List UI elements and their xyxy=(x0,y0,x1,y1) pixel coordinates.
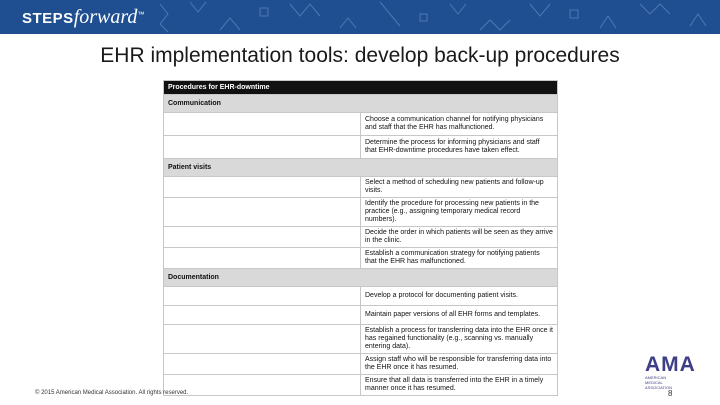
item-text: Decide the order in which patients will be seen as they arrive in the clinic. xyxy=(361,227,558,248)
logo-trademark: ™ xyxy=(137,11,145,19)
table-row xyxy=(164,354,558,375)
logo-forward-text: forward xyxy=(73,6,138,28)
section-title: Communication xyxy=(164,95,558,113)
item-text: Establish a process for transferring data into the EHR once it has regained functionality (e.g., scanning vs. manually entering data). xyxy=(361,325,558,354)
item-text: Ensure that all data is transferred into the EHR in a timely manner once it has resumed. xyxy=(361,375,558,396)
item-text: Establish a communication strategy for notifying patients that the EHR has malfunctioned. xyxy=(361,248,558,269)
table-row xyxy=(164,113,558,136)
ama-logo-line1: AMERICAN xyxy=(645,375,667,380)
ama-logo xyxy=(645,355,696,390)
header-banner xyxy=(0,0,720,34)
table-row xyxy=(164,136,558,159)
item-text: Identify the procedure for processing new patients in the practice (e.g., assigning temporary medical record numbers). xyxy=(361,198,558,227)
item-text: Assign staff who will be responsible for transferring data into the EHR once it has resumed. xyxy=(361,354,558,375)
checkbox-cell xyxy=(164,198,361,227)
table-row xyxy=(164,248,558,269)
section-title: Patient visits xyxy=(164,159,558,177)
item-text: Select a method of scheduling new patients and follow-up visits. xyxy=(361,177,558,198)
slide-title: EHR implementation tools: develop back-up procedures xyxy=(100,44,620,67)
ama-logo-letters: AMA xyxy=(645,353,696,376)
item-text: Maintain paper versions of all EHR forms and templates. xyxy=(361,306,558,325)
item-text: Determine the process for informing physicians and staff that EHR-downtime procedures have taken effect. xyxy=(361,136,558,159)
logo-steps-text: STEPS xyxy=(22,10,74,27)
checkbox-cell xyxy=(164,113,361,136)
section-row xyxy=(164,159,558,177)
checkbox-cell xyxy=(164,177,361,198)
table-row xyxy=(164,306,558,325)
table-row xyxy=(164,177,558,198)
checkbox-cell xyxy=(164,375,361,396)
table-header-cell: Procedures for EHR-downtime xyxy=(164,81,558,95)
table-row xyxy=(164,287,558,306)
checkbox-cell xyxy=(164,136,361,159)
checkbox-cell xyxy=(164,287,361,306)
table-row xyxy=(164,375,558,396)
item-text: Develop a protocol for documenting patient visits. xyxy=(361,287,558,306)
checkbox-cell xyxy=(164,248,361,269)
checkbox-cell xyxy=(164,354,361,375)
checkbox-cell xyxy=(164,306,361,325)
checkbox-cell xyxy=(164,227,361,248)
table-row xyxy=(164,227,558,248)
ama-logo-line2: MEDICAL xyxy=(645,380,663,385)
banner-pattern xyxy=(150,0,720,34)
ama-logo-line3: ASSOCIATION xyxy=(645,385,673,390)
page-number: 8 xyxy=(668,389,673,398)
section-title: Documentation xyxy=(164,269,558,287)
table-header-row xyxy=(164,81,558,95)
section-row xyxy=(164,269,558,287)
table-row xyxy=(164,198,558,227)
item-text: Choose a communication channel for notifying physicians and staff that the EHR has malfunctioned. xyxy=(361,113,558,136)
copyright-notice: © 2015 American Medical Association. All rights reserved. xyxy=(35,390,189,396)
section-row xyxy=(164,95,558,113)
table-row xyxy=(164,325,558,354)
stepsforward-logo xyxy=(22,6,144,29)
checkbox-cell xyxy=(164,325,361,354)
ehr-downtime-table xyxy=(163,80,558,396)
